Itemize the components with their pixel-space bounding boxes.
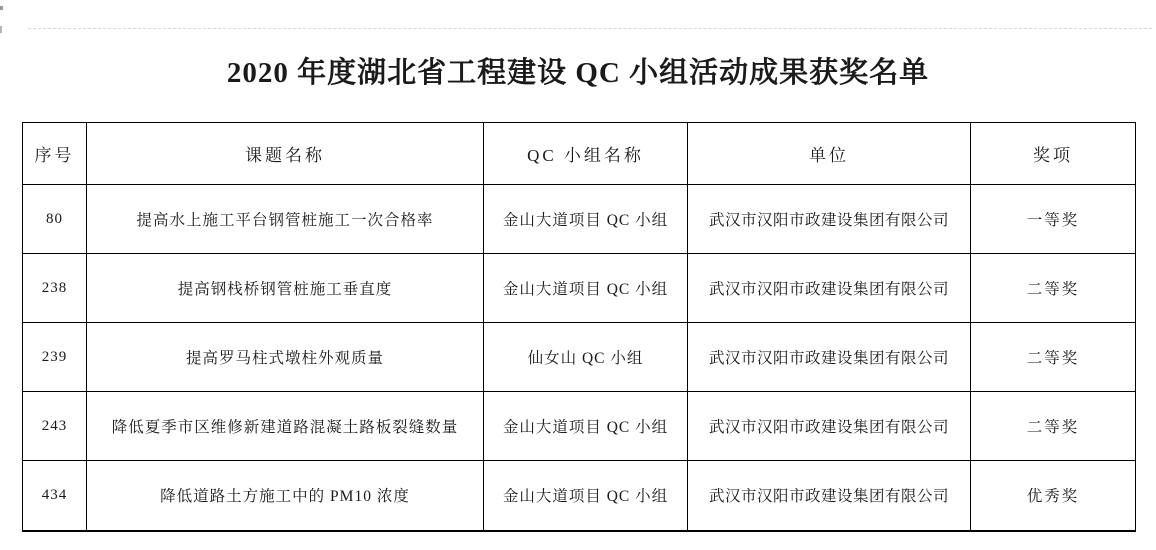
table-row xyxy=(23,461,1136,531)
cell-topic: 提高水上施工平台钢管桩施工一次合格率 xyxy=(87,185,484,254)
column-header-group: QC 小组名称 xyxy=(484,123,688,185)
cell-seq: 434 xyxy=(23,461,87,531)
cell-unit: 武汉市汉阳市政建设集团有限公司 xyxy=(688,323,971,392)
table-header-row xyxy=(23,123,1136,185)
column-header-award: 奖项 xyxy=(971,123,1136,185)
cell-topic: 降低道路土方施工中的 PM10 浓度 xyxy=(87,461,484,531)
column-header-unit: 单位 xyxy=(688,123,971,185)
cell-award: 二等奖 xyxy=(971,323,1136,392)
cell-group: 金山大道项目 QC 小组 xyxy=(484,392,688,461)
cell-group: 金山大道项目 QC 小组 xyxy=(484,461,688,531)
cell-topic: 降低夏季市区维修新建道路混凝土路板裂缝数量 xyxy=(87,392,484,461)
cell-topic: 提高罗马柱式墩柱外观质量 xyxy=(87,323,484,392)
table-row xyxy=(23,254,1136,323)
table-row xyxy=(23,185,1136,254)
scan-artifact-line xyxy=(28,28,1152,29)
cell-group: 仙女山 QC 小组 xyxy=(484,323,688,392)
cell-seq: 243 xyxy=(23,392,87,461)
column-header-seq: 序号 xyxy=(23,123,87,185)
cell-seq: 239 xyxy=(23,323,87,392)
cell-unit: 武汉市汉阳市政建设集团有限公司 xyxy=(688,185,971,254)
cell-group: 金山大道项目 QC 小组 xyxy=(484,185,688,254)
scan-artifact-speck xyxy=(0,6,3,10)
cell-seq: 80 xyxy=(23,185,87,254)
cell-unit: 武汉市汉阳市政建设集团有限公司 xyxy=(688,461,971,531)
table-row xyxy=(23,392,1136,461)
scan-artifact-speck xyxy=(0,26,2,33)
column-header-topic: 课题名称 xyxy=(87,123,484,185)
cell-award: 一等奖 xyxy=(971,185,1136,254)
cell-unit: 武汉市汉阳市政建设集团有限公司 xyxy=(688,254,971,323)
cell-award: 二等奖 xyxy=(971,254,1136,323)
cell-group: 金山大道项目 QC 小组 xyxy=(484,254,688,323)
cell-award: 二等奖 xyxy=(971,392,1136,461)
cell-unit: 武汉市汉阳市政建设集团有限公司 xyxy=(688,392,971,461)
award-table xyxy=(22,122,1136,532)
table-row xyxy=(23,323,1136,392)
cell-seq: 238 xyxy=(23,254,87,323)
cell-award: 优秀奖 xyxy=(971,461,1136,531)
page-title: 2020 年度湖北省工程建设 QC 小组活动成果获奖名单 xyxy=(226,57,930,89)
cell-topic: 提高钢栈桥钢管桩施工垂直度 xyxy=(87,254,484,323)
